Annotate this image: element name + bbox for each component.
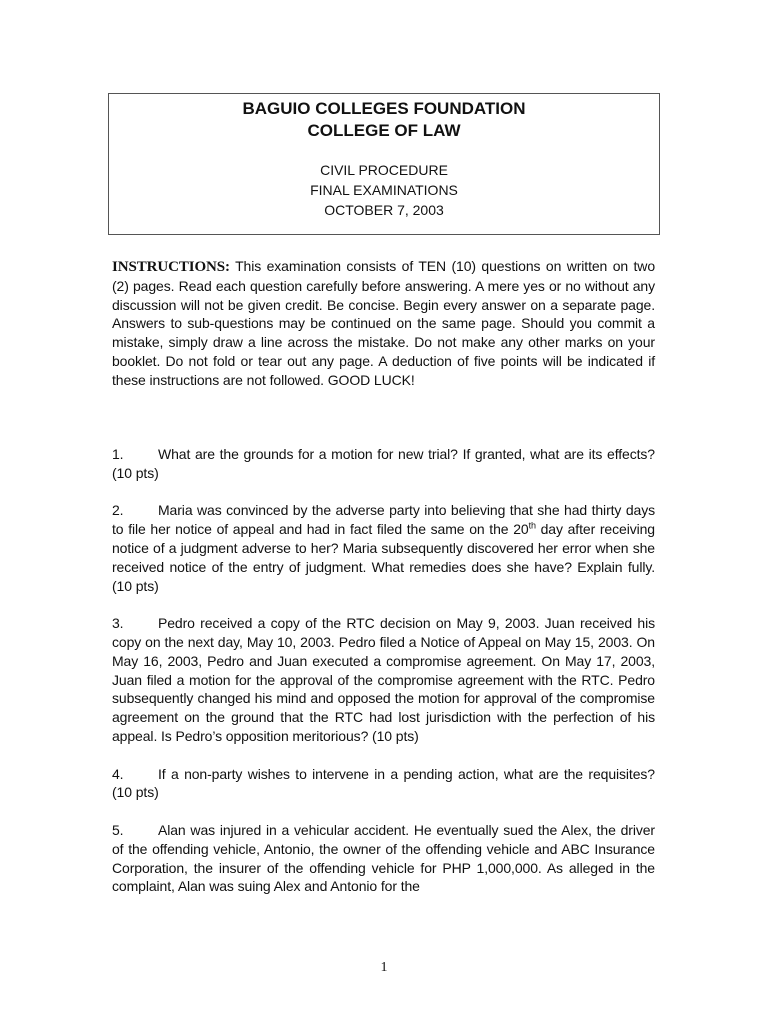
question-text: Pedro received a copy of the RTC decision on May 9, 2003. Juan received his copy on the next day, May 10, 2003. Pedro filed a Notice of Appeal on May 15, 2003. On May 16, 2003, Pedro and Juan executed a compromise agreement. On May 17, 2003, Juan filed a motion for the approval of the compromise agreement with the RTC. Pedro subsequently changed his mind and opposed the motion for approval of the compromise agreement on the ground that the RTC had lost jurisdiction with the perfection of his appeal. Is Pedro’s opposition meritorious? (10 pts) xyxy=(112,615,655,744)
question-text-continued: day after receiving notice of a judgment adverse to her? Maria subsequently discovered her error when she received notice of the entry of judgment. What remedies does she have? Explain fully. (10 pts) xyxy=(112,521,655,594)
question-1 xyxy=(112,445,655,483)
question-list xyxy=(112,445,655,915)
instructions-text: This examination consists of TEN (10) questions on written on two (2) pages. Read each question carefully before answering. A mere yes or no without any discussion will not be given credit. Be concise. Begin every answer on a separate page. Answers to sub-questions may be continued on the same page. Should you commit a mistake, simply draw a line across the mistake. Do not make any other marks on your booklet. Do not fold or tear out any page. A deduction of five points will be indicated if these instructions are not followed. GOOD LUCK! xyxy=(112,258,655,388)
ordinal-suffix: th xyxy=(528,520,536,531)
question-number: 3. xyxy=(112,615,124,632)
school-name: BAGUIO COLLEGES FOUNDATION xyxy=(242,99,526,118)
page-number: 1 xyxy=(380,960,388,975)
question-text: Maria was convinced by the adverse party into believing that she had thirty days to file her notice of appeal and had in fact filed the same on the 20 xyxy=(112,502,655,538)
question-text: What are the grounds for a motion for new trial? If granted, what are its effects? (10 pts) xyxy=(112,446,655,481)
instructions-paragraph xyxy=(112,257,655,390)
question-text: Alan was injured in a vehicular accident. He eventually sued the Alex, the driver of the offending vehicle, Antonio, the owner of the offending vehicle and ABC Insurance Corporation, the insurer of the offending vehicle for PHP 1,000,000. As alleged in the complaint, Alan was suing Alex and Antonio for the xyxy=(112,821,655,895)
question-number: 1. xyxy=(112,446,124,462)
header-box xyxy=(108,93,660,235)
instructions-label: INSTRUCTIONS: xyxy=(112,259,230,275)
question-4 xyxy=(112,765,655,803)
exam-date: OCTOBER 7, 2003 xyxy=(324,202,444,218)
question-3 xyxy=(112,614,655,746)
question-2 xyxy=(112,501,655,595)
question-number: 4. xyxy=(112,765,124,782)
question-text: If a non-party wishes to intervene in a pending action, what are the requisites? (10 pts) xyxy=(112,765,655,801)
college-name: COLLEGE OF LAW xyxy=(307,121,461,140)
question-number: 5. xyxy=(112,821,124,838)
subject-title: CIVIL PROCEDURE xyxy=(320,162,448,178)
exam-title: FINAL EXAMINATIONS xyxy=(310,182,458,198)
question-number: 2. xyxy=(112,502,124,519)
question-5 xyxy=(112,821,655,896)
